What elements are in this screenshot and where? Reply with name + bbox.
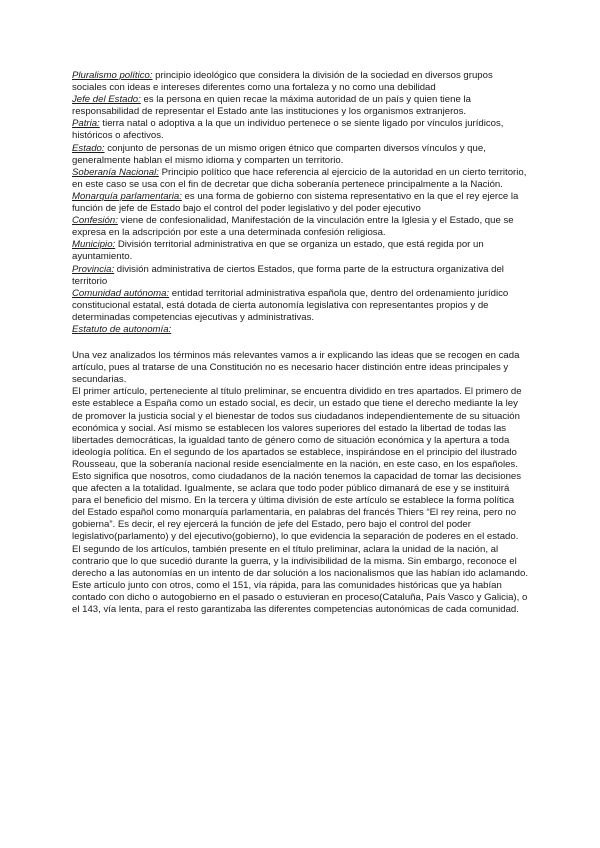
definition-municipio: [72, 239, 529, 263]
definition-monarquia: [72, 191, 529, 215]
definition-text: es la persona en quien recae la máxima autoridad de un país y quien tiene la responsabilidad de representar el Estado ante las instituciones y los organismos extranjeros.: [72, 94, 471, 118]
definition-term: Estatuto de autonomía:: [72, 323, 172, 335]
definition-term: Soberanía Nacional:: [72, 166, 159, 178]
definitions-list: [72, 70, 529, 336]
definition-term: Municipio:: [72, 239, 116, 251]
definition-term: Provincia:: [72, 263, 115, 275]
definition-patria: [72, 118, 529, 142]
definition-text: Principio político que hace referencia al ejercicio de la autoridad en un cierto territorio, en este caso se usa con el fin de decretar que dicha soberanía pertenece principalmente a la Nación.: [72, 166, 527, 190]
paragraph-intro: Una vez analizados los términos más relevantes vamos a ir explicando las ideas que se recogen en cada artículo, pues al tratarse de una Constitución no es necesario hacer distinción entre ideas principales y secundarias.: [72, 350, 520, 386]
definition-term: Estado:: [72, 142, 105, 154]
paragraph-article-1: El primer artículo, perteneciente al título preliminar, se encuentra dividido en tres apartados. El primero de este establece a España como un estado social, es decir, un estado que tiene el derecho mediante la ley de promover la justicia social y el bienestar de todos sus ciudadanos independientemente de su situación económica y social. Así mismo se establecen los valores superiores del estado la libertad de todas las libertades democráticas, la igualdad tanto de género como de situación económica y la apertura a toda ideología política. En el segundo de los apartados se establece, inspirándose en el principio del ilustrado Rousseau, que la soberanía nacional reside esencialmente en la nación, en este caso, en los españoles. Esto significa que nosotros, como ciudadanos de la nación tenemos la capacidad de tomar las decisiones que afecten a la totalidad. Igualmente, se aclara que todo poder público dimanará de ese y se instituirá para el beneficio del mismo. En la tercera y última división de este artículo se establece la forma política del Estado español como monarquía parlamentaria, en palabras del francés Thiers “El rey reina, pero no gobierna”. Es decir, el rey ejercerá la función de jefe del Estado, pero bajo el control del poder legislativo(parlamento) y del ejecutivo(gobierno), lo que evidencia la separación de poderes en el estado.: [72, 386, 522, 543]
definition-confesion: [72, 215, 529, 239]
definition-soberania: [72, 167, 529, 191]
definition-provincia: [72, 264, 529, 288]
section-gap: [72, 336, 529, 350]
definition-text: conjunto de personas de un mismo origen étnico que comparten diversos vínculos y que, generalmente hablan el mismo idioma y comparten un territorio.: [72, 142, 486, 166]
definition-text: viene de confesionalidad, Manifestación de la vinculación entre la Iglesia y el Estado, que se expresa en la adscripción por este a una determinada confesión religiosa.: [72, 215, 514, 239]
definition-text: entidad territorial administrativa española que, dentro del ordenamiento jurídico constitucional estatal, está dotada de cierta autonomía legislativa con representantes propios y de determinadas competencias ejecutivas y administrativas.: [72, 287, 509, 323]
definition-term: Patria:: [72, 118, 100, 130]
definition-term: Comunidad autónoma:: [72, 287, 170, 299]
definition-estatuto: [72, 324, 529, 336]
definition-comunidad: [72, 288, 529, 324]
analysis-body: [72, 350, 529, 616]
definition-text: división administrativa de ciertos Estados, que forma parte de la estructura organizativa del territorio: [72, 263, 504, 287]
paragraph-article-2: El segundo de los artículos, también presente en el título preliminar, aclara la unidad de la nación, al contrario que lo que sucedió durante la guerra, y la indivisibilidad de la misma. Sin embargo, reconoce el derecho a las autonomías en un intento de dar solución a los nacionalismos que las habían ido aclamando. Este artículo junto con otros, como el 151, vía rápida, para las comunidades históricas que ya habían contado con dicho o autogobierno en el pasado o estuvieran en proceso(Cataluña, País Vasco y Galicia), o el 143, vía lenta, para el resto garantizaba las diferentes competencias autonómicas de cada comunidad.: [72, 543, 529, 616]
definition-text: División territorial administrativa en que se organiza un estado, que está regida por un ayuntamiento.: [72, 239, 484, 263]
definition-text: tierra natal o adoptiva a la que un individuo pertenece o se siente ligado por vínculos jurídicos, históricos o afectivos.: [72, 118, 504, 142]
definition-term: Jefe del Estado:: [72, 94, 141, 106]
definition-estado: [72, 143, 529, 167]
definition-term: Monarquía parlamentaria:: [72, 190, 182, 202]
definition-pluralismo: [72, 70, 529, 94]
definition-text: es una forma de gobierno con sistema representativo en la que el rey ejerce la función de jefe de Estado bajo el control del poder legislativo y del poder ejecutivo: [72, 190, 519, 215]
definition-jefe-estado: [72, 94, 529, 118]
document-page: [72, 70, 529, 616]
definition-text: principio ideológico que considera la división de la sociedad en diversos grupos sociales con ideas e intereses diferentes como una fortaleza y no como una debilidad: [72, 70, 493, 94]
definition-term: Confesión:: [72, 215, 118, 227]
definition-term: Pluralismo político:: [72, 70, 153, 81]
